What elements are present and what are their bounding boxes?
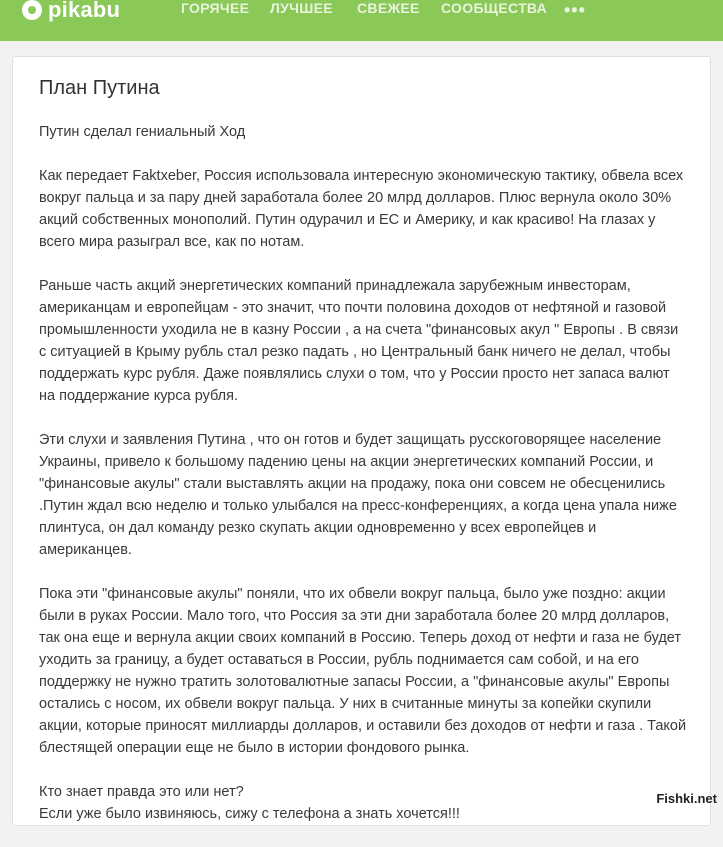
logo[interactable] [22,0,120,24]
site-header [0,0,723,41]
nav-communities[interactable]: СООБЩЕСТВА [441,0,548,16]
watermark: Fishki.net [656,791,717,806]
nav-fresh[interactable]: СВЕЖЕЕ [357,0,420,16]
logo-text: pikabu [48,0,121,22]
post-paragraph: Раньше часть акций энергетических компаний принадлежала зарубежным инвесторам, американцам и европейцам - это значит, что почти половина доходов от нефтяной и газовой промышленности уходила не в казну России , а на счета "финансовых акул " Европы . В связи с ситуацией в Крыму рубль стал резко падать , но Центральный банк ничего не делал, чтобы поддержать курс рубля. Даже появлялись слухи о том, что у России просто нет запаса валют на поддержание курса рубля. [39,278,679,404]
post-paragraph: Эти слухи и заявления Путина , что он готов и будет защищать русскоговорящее население Украины, привело к большому падению цены на акции энергетических компаний России, и "финансовые акулы" стали выставлять акции на продажу, пока они совсем не обесценились .Путин ждал всю неделю и только улыбался на пресс-конференциях, а когда цена упала ниже плинтуса, он дал команду резко скупать акции одновременно у всех европейцев и американцев. [39,432,677,558]
nav-best[interactable]: ЛУЧШЕЕ [270,0,333,16]
post-body [39,121,689,847]
post-title[interactable]: План Путина [39,77,160,99]
post-paragraph: Как передает Faktxeber, Россия использовала интересную экономическую тактику, обвела всех вокруг пальца и за пару дней заработала более 20 млрд долларов. Плюс вернула около 30% акций собственных монополий. Путин одурачил и ЕС и Америку, и как красиво! На глазах у всего мира разыграл все, как по нотам. [39,168,684,250]
post-paragraph: Путин сделал гениальный Ход [39,124,246,140]
post-card [12,56,711,826]
post-paragraph: Кто знает правда это или нет? Если уже было извиняюсь, сижу с телефона а знать хочется!!! [39,784,460,822]
post-paragraph: Пока эти "финансовые акулы" поняли, что их обвели вокруг пальца, было уже поздно: акции были в руках России. Мало того, что Россия за эти дни заработала более 20 млрд долларов, так она еще и вернула акции своих компаний в Россию. Теперь доход от нефти и газа не будет уходить за границу, а будет оставаться в России, рубль поднимается сам собой, и на его поддержку не нужно тратить золотовалютные запасы России, а "финансовые акулы" Европы остались с носом, их обвели вокруг пальца. У них в считанные минуты за копейки скупили акции, которые приносят миллиарды долларов, и оставили без доходов от нефти и газа . Такой блестящей операции еще не было в истории фондового рынка. [39,586,687,756]
logo-icon [22,0,42,20]
more-menu-icon[interactable]: ••• [564,0,586,20]
nav-hot[interactable]: ГОРЯЧЕЕ [181,0,250,16]
